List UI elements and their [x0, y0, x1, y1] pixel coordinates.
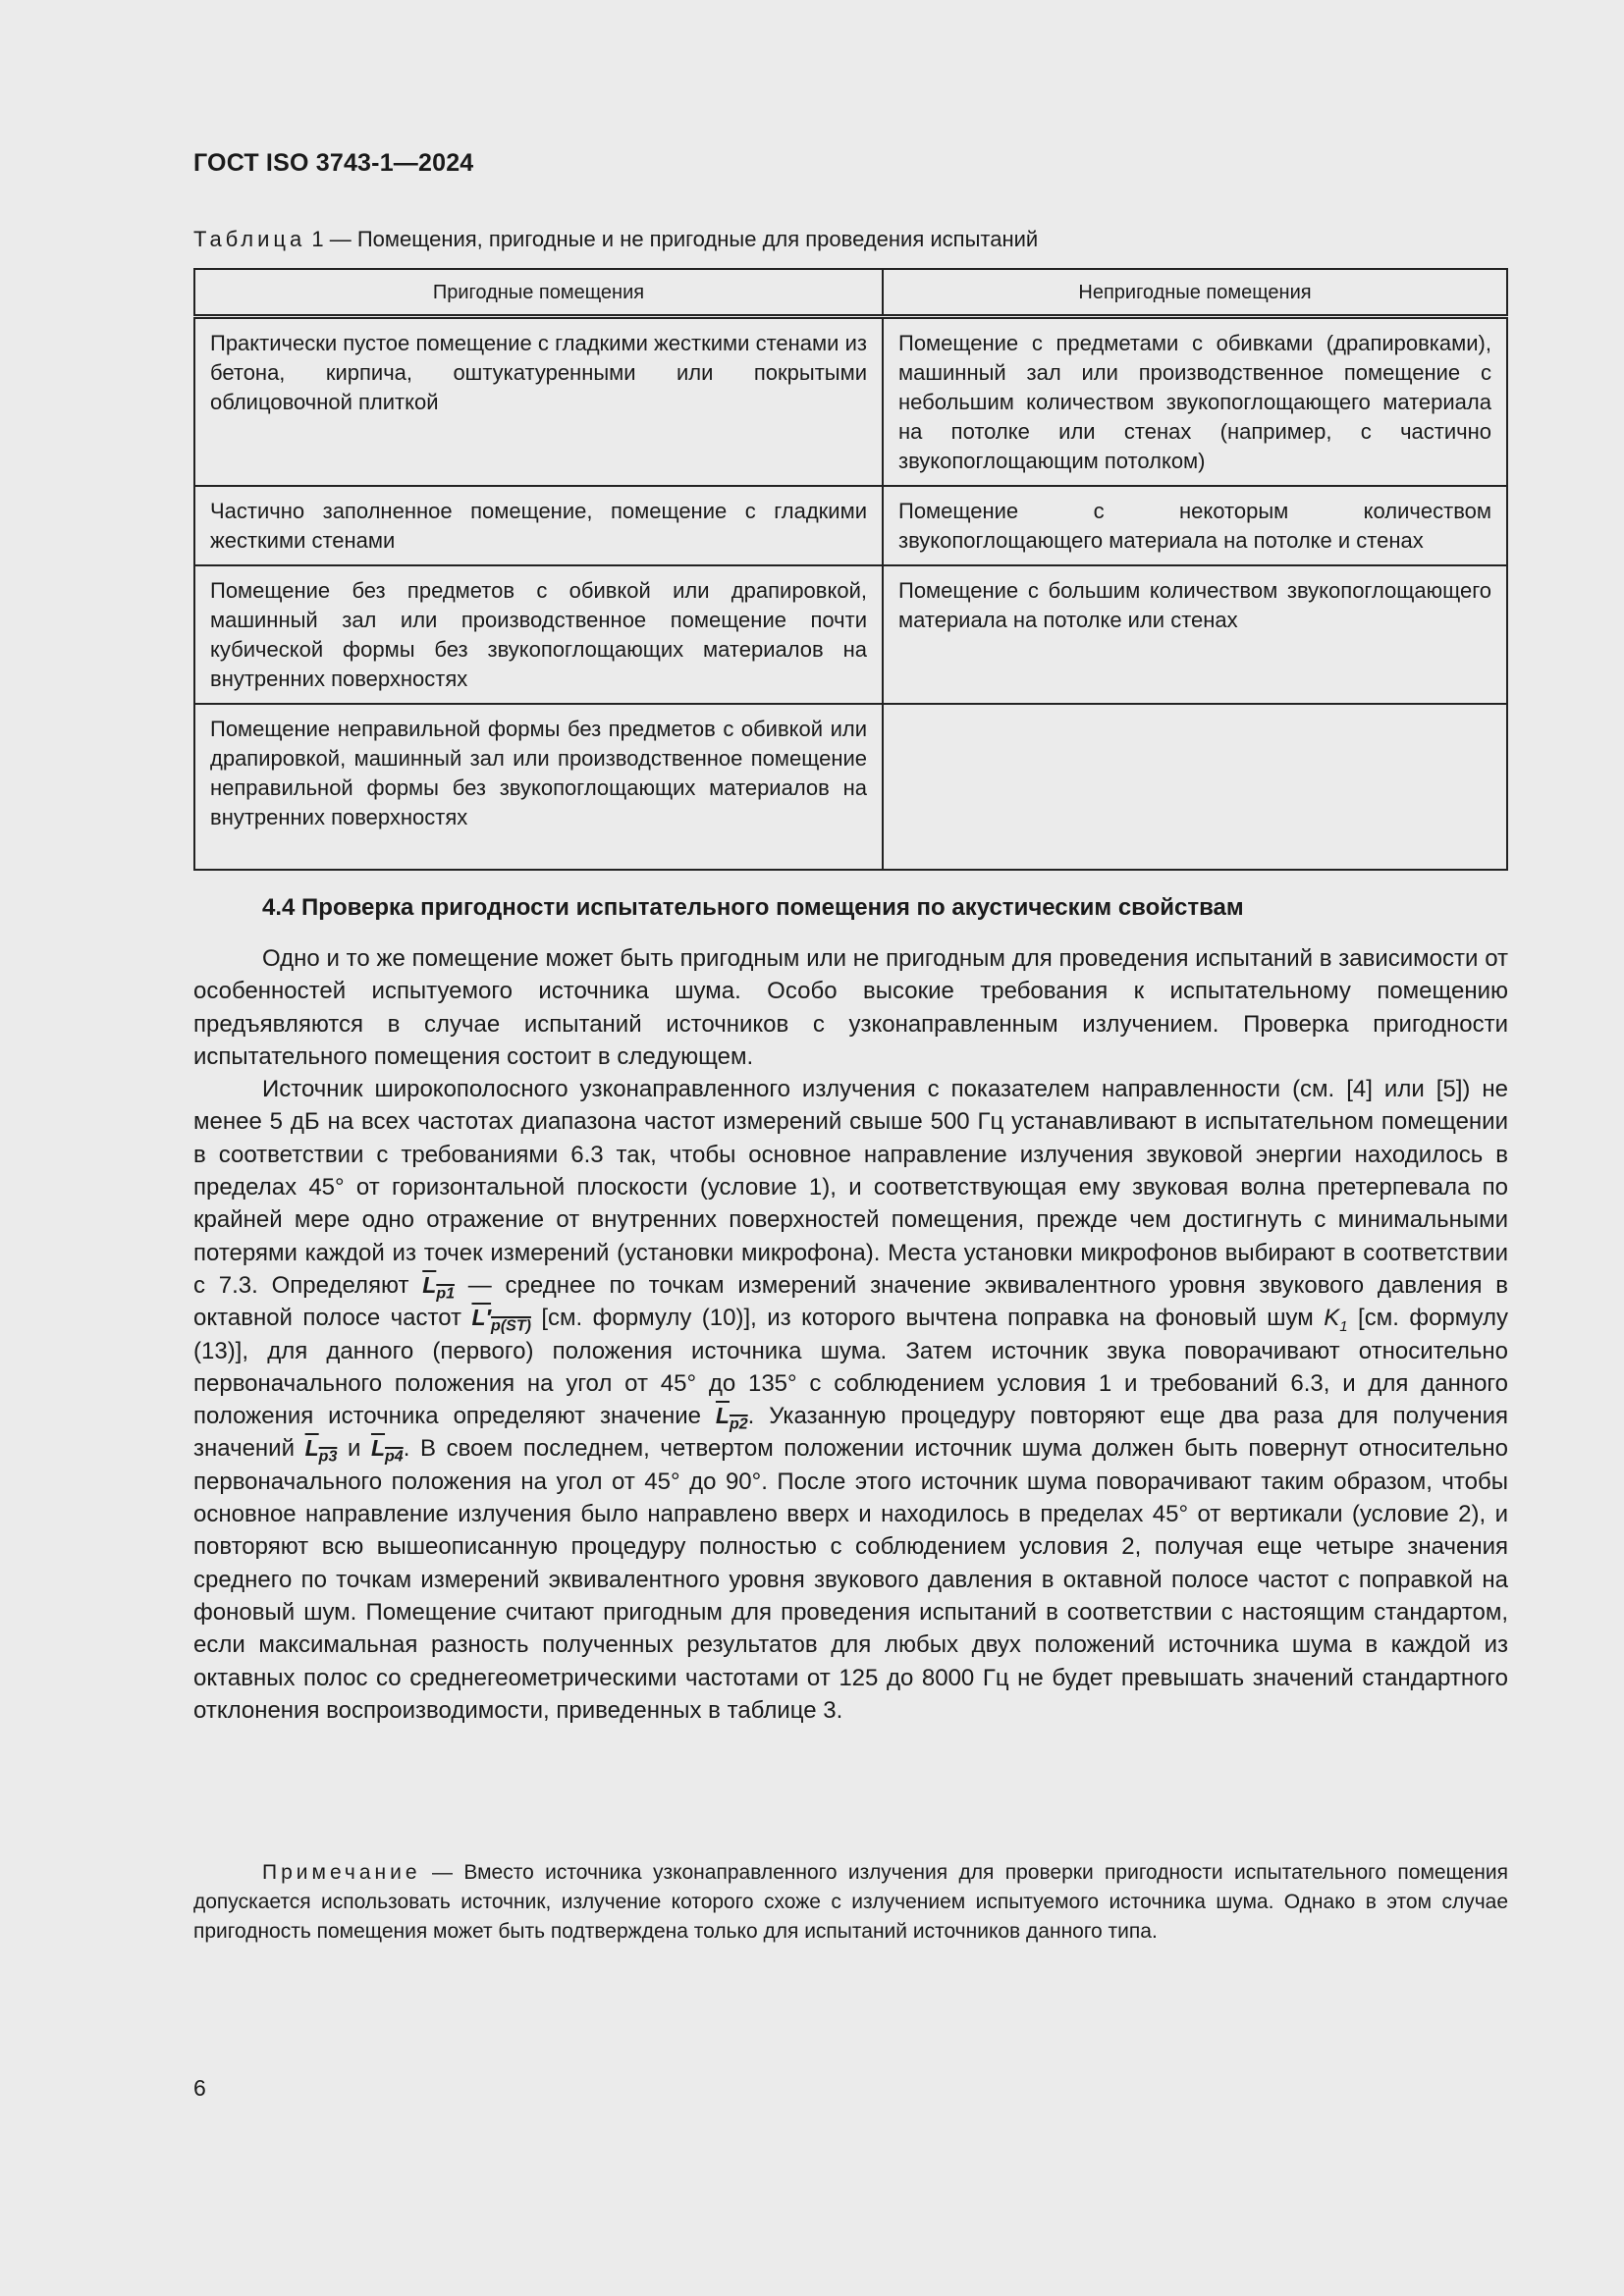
table-cell: Помещение с некоторым количеством звукопоглощающего материала на потолке и стенах	[883, 486, 1507, 565]
symbol-lp3: $L_{p3}$	[304, 1435, 338, 1467]
table-cell: Частично заполненное помещение, помещение с гладкими жесткими стенами	[194, 486, 883, 565]
page-number: 6	[193, 2075, 206, 2101]
rooms-table	[193, 268, 1508, 871]
table-caption-text: 1 — Помещения, пригодные и не пригодные для проведения испытаний	[305, 227, 1039, 251]
column-header-unsuitable: Непригодные помещения	[883, 269, 1507, 317]
table-cell: Помещение с большим количеством звукопоглощающего материала на потолке или стенах	[883, 565, 1507, 704]
paragraph-text: и	[337, 1435, 371, 1463]
table-caption	[193, 227, 1038, 252]
table-cell: Помещение без предметов с обивкой или драпировкой, машинный зал или производственное помещение почти кубической формы без звукопоглощающих материалов на внутренних поверхностях	[194, 565, 883, 704]
paragraph-2	[193, 1073, 1508, 1727]
symbol-lp4: $L_{p4}$	[370, 1435, 404, 1467]
paragraph-1: Одно и то же помещение может быть пригодным или не пригодным для проведения испытаний в зависимости от особенностей испытуемого источника шума. Особо высокие требования к испытательному помещению предъявляются в случае испытаний источников с узконаправленным излучением. Проверка пригодности испытательного помещения состоит в следующем.	[193, 945, 1508, 1070]
paragraph-text: . Указанную процедуру повторяют еще два раза для получения значений	[193, 1403, 1509, 1463]
table-cell	[883, 704, 1507, 870]
table-row	[194, 565, 1507, 704]
table-caption-word: Таблица	[193, 227, 306, 251]
note	[193, 1858, 1508, 1947]
section-heading: 4.4 Проверка пригодности испытательного помещения по акустическим свойствам	[262, 894, 1244, 921]
body-text	[193, 942, 1508, 1727]
table-row	[194, 704, 1507, 870]
document-header: ГОСТ ISO 3743-1—2024	[193, 149, 474, 177]
symbol-lpst: $L'_{p(ST)}$	[471, 1305, 531, 1335]
symbol-lp2: $L_{p2}$	[715, 1403, 748, 1433]
paragraph-text: [см. формулу (10)], из которого вычтена поправка на фоновый шум	[530, 1305, 1325, 1332]
symbol-lp1: $L_{p1}$	[422, 1271, 455, 1303]
paragraph-text: — среднее по точкам измерений значение эквивалентного уровня звукового давления в октавной полосе частот	[193, 1271, 1508, 1332]
table-cell: Помещение с предметами с обивками (драпировками), машинный зал или производственное помещение с небольшим количеством звукопоглощающего материала на потолке или стенах (например, с частично звукопоглощающим потолком)	[883, 317, 1507, 487]
table-cell: Практически пустое помещение с гладкими жесткими стенами из бетона, кирпича, оштукатуренными или покрытыми облицовочной плиткой	[194, 317, 883, 487]
table-cell: Помещение неправильной формы без предметов с обивкой или драпировкой, машинный зал или производственное помещение неправильной формы без звукопоглощающих материалов на внутренних поверхностях	[194, 704, 883, 870]
paragraph-text: Источник широкополосного узконаправленного излучения с показателем направленности (см. [4] или [5]) не менее 5 дБ на всех частотах диапазона частот измерений свыше 500 Гц устанавливают в испытательном помещении в соответствии с требованиями 6.3 так, чтобы основное направление излучения звуковой энергии находилось в пределах 45° от горизонтальной плоскости (условие 1), и соответствующая ему звуковая волна претерпевала по крайней мере одно отражение от внутренних поверхностей помещения, прежде чем достигнуть с минимальными потерями каждой из точек измерений (установки микрофона). Места установки микрофонов выбирают в соответствии с 7.3. Определяют	[193, 1076, 1508, 1299]
note-text: — Вместо источника узконаправленного излучения для проверки пригодности испытательного помещения допускается использовать источник, излучение которого схоже с излучением испытуемого источника шума. Однако в этом случае пригодность помещения может быть подтверждена только для испытаний источников данного типа.	[193, 1861, 1508, 1943]
paragraph-text: . В своем последнем, четвертом положении источник шума должен быть повернут относительно первоначального положения на угол от 45° до 90°. После этого источник шума поворачивают таким образом, чтобы основное направление излучения было направлено вверх и находилось в пределах 45° от вертикали (условие 2), и повторяют всю вышеописанную процедуру полностью с соблюдением условия 2, получая еще четыре значения среднего по точкам измерений эквивалентного уровня звукового давления в октавной полосе частот с поправкой на фоновый шум. Помещение считают пригодным для проведения испытаний в соответствии с настоящим стандартом, если максимальная разность полученных результатов для любых двух положений источника шума в каждой из октавных полос со среднегеометрическими частотами от 125 до 8000 Гц не будет превышать значений стандартного отклонения воспроизводимости, приведенных в таблице 3.	[193, 1435, 1508, 1724]
table-row	[194, 317, 1507, 487]
table-row	[194, 486, 1507, 565]
paragraph-text: [см. формулу (13)], для данного (первого) положения источника шума. Затем источник звука поворачивают относительно первоначального положения на угол от 45° до 135° с соблюдением условия 1 и требований 6.3, и для данного положения источника определяют значение	[193, 1305, 1509, 1430]
note-label: Примечание	[262, 1861, 421, 1884]
table-header-row	[194, 269, 1507, 317]
symbol-k1: $K_1$	[1324, 1305, 1348, 1336]
column-header-suitable: Пригодные помещения	[194, 269, 883, 317]
